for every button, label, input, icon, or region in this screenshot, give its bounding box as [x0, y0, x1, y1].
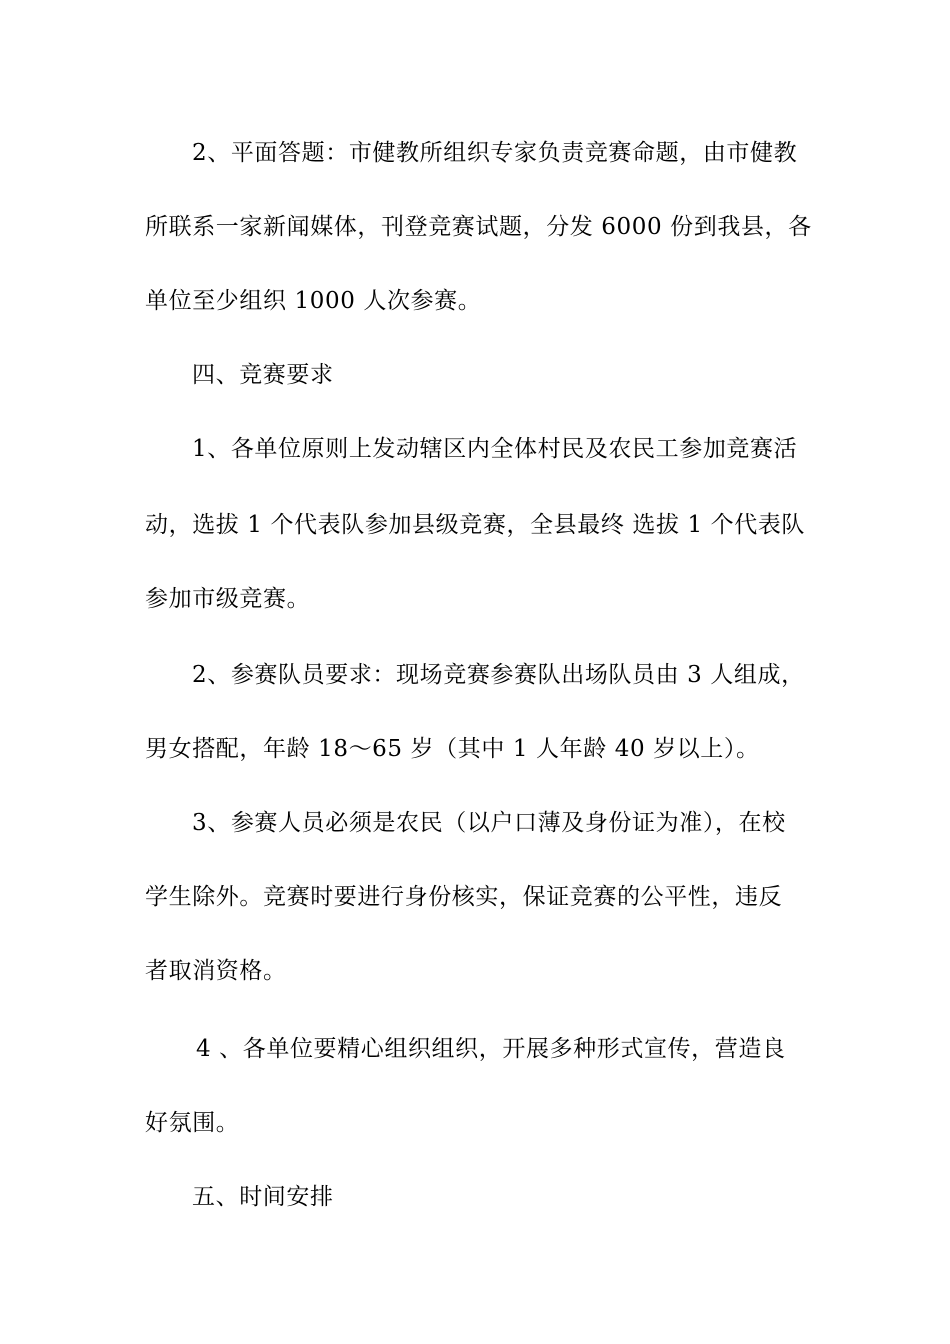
paragraph-line: 3、参赛人员必须是农民（以户口薄及身份证为准），在校 — [192, 810, 786, 836]
section-heading: 五、时间安排 — [192, 1184, 334, 1210]
paragraph-line: 2、参赛队员要求：现场竞赛参赛队出场队员由 3 人组成， — [192, 662, 805, 688]
paragraph-line: 者取消资格。 — [145, 958, 287, 984]
paragraph-line: 学生除外。竞赛时要进行身份核实，保证竞赛的公平性，违反 — [145, 884, 783, 910]
paragraph-line: 1、各单位原则上发动辖区内全体村民及农民工参加竞赛活 — [192, 436, 798, 462]
paragraph-line: 参加市级竞赛。 — [145, 586, 311, 612]
section-heading: 四、竞赛要求 — [192, 362, 334, 388]
paragraph-line: 男女搭配，年龄 18～65 岁（其中 1 人年龄 40 岁以上）。 — [145, 736, 760, 762]
paragraph-line: 单位至少组织 1000 人次参赛。 — [145, 288, 482, 314]
paragraph-line: 4 、各单位要精心组织组织，开展多种形式宣传，营造良 — [196, 1036, 786, 1062]
paragraph-line: 2、平面答题：市健教所组织专家负责竞赛命题，由市健教 — [192, 140, 798, 166]
paragraph-line: 好氛围。 — [145, 1110, 240, 1136]
paragraph-line: 所联系一家新闻媒体，刊登竞赛试题，分发 6000 份到我县，各 — [145, 214, 812, 240]
paragraph-line: 动，选拔 1 个代表队参加县级竞赛，全县最终 选拔 1 个代表队 — [145, 512, 806, 538]
